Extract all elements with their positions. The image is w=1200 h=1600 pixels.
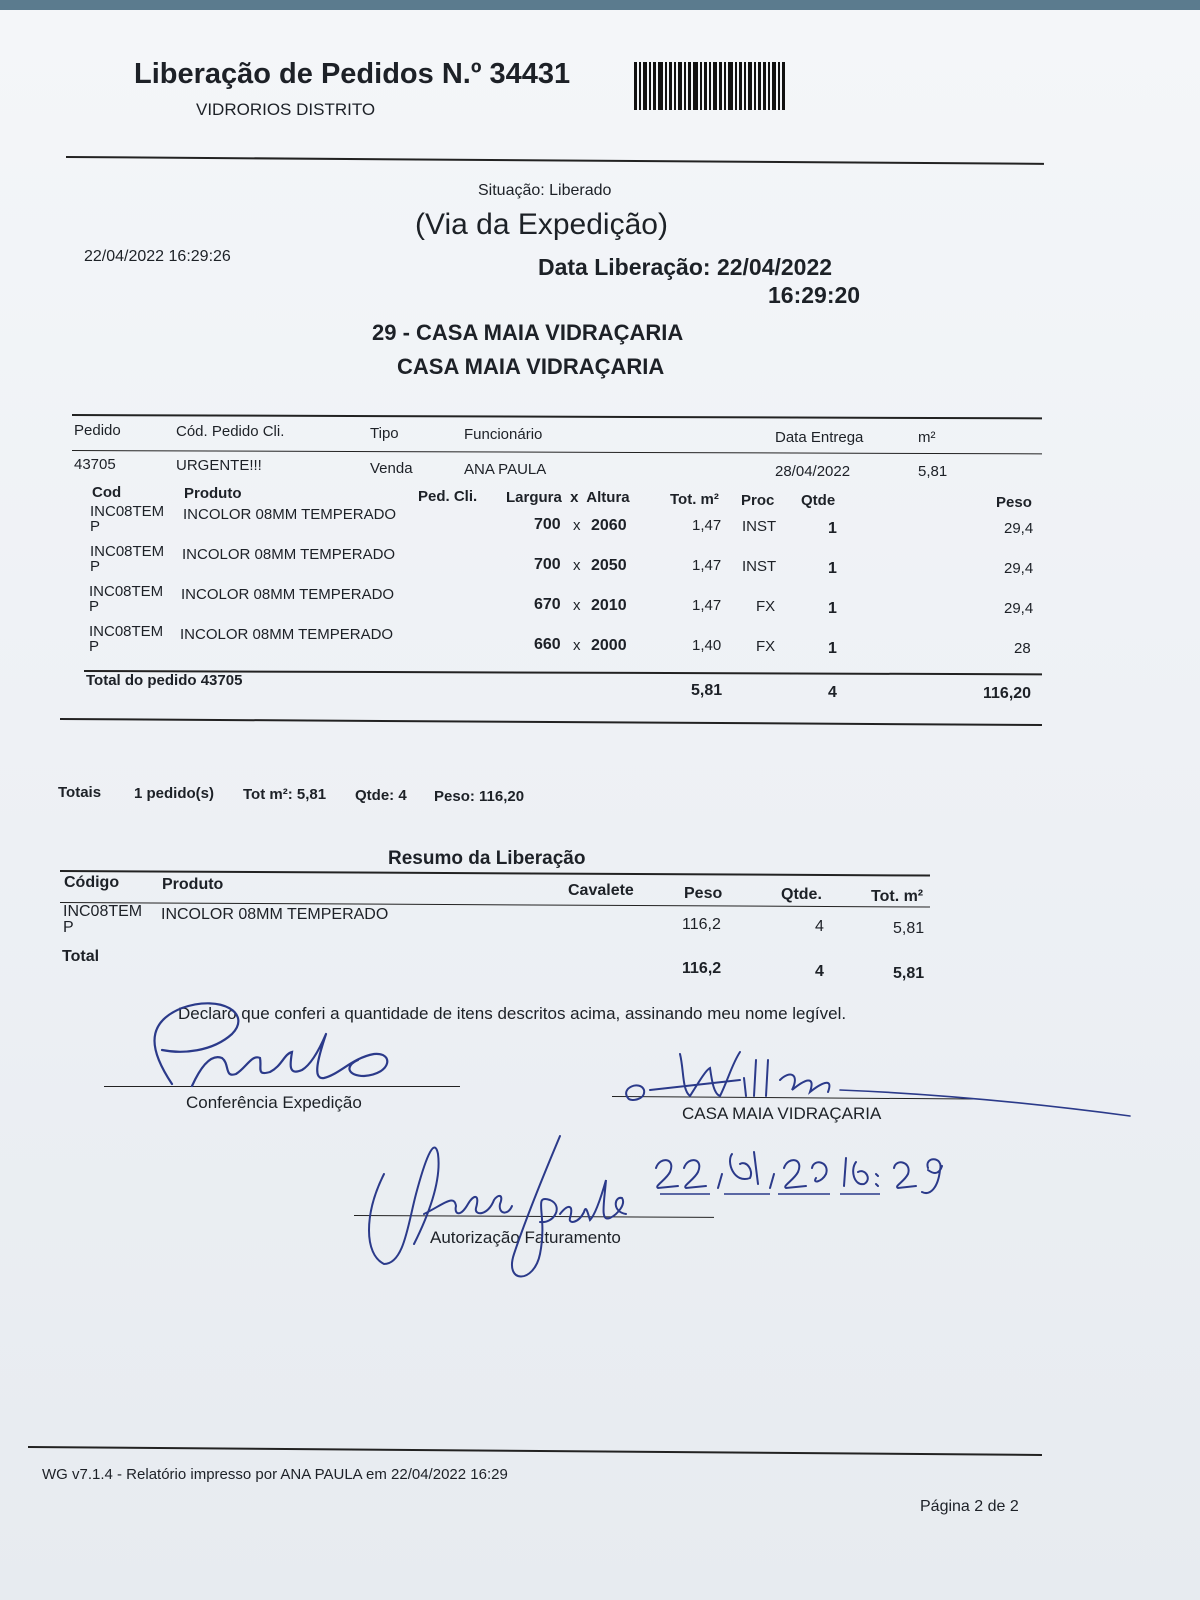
label-casa-maia: CASA MAIA VIDRAÇARIA <box>682 1104 882 1123</box>
resumo-title: Resumo da Liberação <box>388 848 586 869</box>
row-proc: FX <box>756 598 776 615</box>
row-x: x <box>573 597 581 614</box>
value-m2: 5,81 <box>918 463 948 480</box>
col-cod: Cod <box>92 484 122 501</box>
totais-peso: Peso: 116,20 <box>434 788 525 805</box>
row-produto: INCOLOR 08MM TEMPERADO <box>183 506 397 523</box>
row-altura: 2060 <box>591 517 627 534</box>
row-cod: INC08TEM P <box>90 503 165 535</box>
value-pedido: 43705 <box>74 456 116 473</box>
handwritten-date <box>650 1148 980 1208</box>
label-autorizacao-faturamento: Autorização Faturamento <box>430 1228 621 1247</box>
row-cod: INC08TEM P <box>90 543 165 575</box>
resumo-col-tot-m2: Tot. m² <box>871 888 924 905</box>
label-tipo: Tipo <box>370 425 399 442</box>
row-peso: 29,4 <box>1004 600 1034 617</box>
row-tot-m2: 1,47 <box>692 517 722 534</box>
row-tot-m2: 1,47 <box>692 557 722 574</box>
resumo-col-qtde: Qtde. <box>781 886 822 903</box>
row-peso: 28 <box>1014 640 1031 657</box>
label-conferencia-expedicao: Conferência Expedição <box>186 1093 362 1112</box>
row-proc: FX <box>756 638 776 655</box>
order-top-line <box>72 414 1042 419</box>
footer-divider <box>28 1446 1042 1456</box>
resumo-total-tot-m2: 5,81 <box>893 965 925 982</box>
data-liberacao: Data Liberação: 22/04/2022 <box>538 254 833 280</box>
resumo-col-cavalete: Cavalete <box>568 882 634 899</box>
row-produto: INCOLOR 08MM TEMPERADO <box>181 586 395 603</box>
order-total-m2: 5,81 <box>691 682 723 699</box>
row-peso: 29,4 <box>1004 520 1034 537</box>
row-x: x <box>573 637 581 654</box>
items-bottom-line <box>60 718 1042 726</box>
data-liberacao-time: 16:29:20 <box>768 282 861 308</box>
order-total-qtde: 4 <box>828 684 837 701</box>
col-ped-cli: Ped. Cli. <box>418 488 478 505</box>
signature-paulo <box>112 994 412 1104</box>
client-line-1: 29 - CASA MAIA VIDRAÇARIA <box>372 320 684 345</box>
label-funcionario: Funcionário <box>464 426 543 443</box>
resumo-col-produto: Produto <box>162 876 224 893</box>
row-qtde: 1 <box>828 640 837 657</box>
row-x: x <box>573 517 581 534</box>
row-qtde: 1 <box>828 560 837 577</box>
resumo-row-cod: INC08TEM P <box>63 903 143 936</box>
situacao-text: Situação: Liberado <box>478 182 612 199</box>
document-title: Liberação de Pedidos N.º 34431 <box>134 58 571 90</box>
row-peso: 29,4 <box>1004 560 1034 577</box>
row-produto: INCOLOR 08MM TEMPERADO <box>182 546 396 563</box>
row-largura: 670 <box>534 596 561 613</box>
barcode-icon <box>634 62 787 110</box>
footer-printed-by: WG v7.1.4 - Relatório impresso por ANA PAULA em 22/04/2022 16:29 <box>42 1466 508 1483</box>
row-largura: 700 <box>534 516 561 533</box>
order-total-peso: 116,20 <box>983 685 1032 702</box>
row-proc: INST <box>742 518 777 535</box>
row-proc: INST <box>742 558 777 575</box>
row-qtde: 1 <box>828 600 837 617</box>
header-divider <box>66 156 1044 165</box>
row-tot-m2: 1,40 <box>692 637 722 654</box>
col-qtde: Qtde <box>801 492 836 509</box>
signature-ana-paula <box>364 1134 664 1284</box>
label-data-entrega: Data Entrega <box>775 429 864 446</box>
value-funcionario: ANA PAULA <box>464 461 547 478</box>
resumo-col-codigo: Código <box>64 874 120 891</box>
row-produto: INCOLOR 08MM TEMPERADO <box>180 626 394 643</box>
resumo-total-label: Total <box>62 948 100 965</box>
order-header-line <box>72 450 1042 454</box>
resumo-total-qtde: 4 <box>815 963 824 980</box>
signature-william <box>620 1050 1140 1140</box>
document-page <box>0 10 1200 1600</box>
row-qtde: 1 <box>828 520 837 537</box>
row-altura: 2050 <box>591 557 627 574</box>
row-altura: 2000 <box>591 637 627 654</box>
row-altura: 2010 <box>591 597 627 614</box>
col-proc: Proc <box>741 492 775 509</box>
col-peso: Peso <box>996 494 1032 511</box>
resumo-row-qtde: 4 <box>815 918 824 935</box>
print-datetime: 22/04/2022 16:29:26 <box>84 248 231 265</box>
col-largura-altura: Largura x Altura <box>506 489 630 506</box>
row-largura: 700 <box>534 556 561 573</box>
order-total-label: Total do pedido 43705 <box>86 672 243 689</box>
totais-label: Totais <box>58 784 102 801</box>
via-title: (Via da Expedição) <box>415 208 668 241</box>
label-cod-pedido-cli: Cód. Pedido Cli. <box>176 423 285 440</box>
col-produto: Produto <box>184 485 242 502</box>
row-tot-m2: 1,47 <box>692 597 722 614</box>
row-cod: INC08TEM P <box>89 583 164 615</box>
label-m2: m² <box>918 429 936 446</box>
footer-page-number: Página 2 de 2 <box>920 1498 1019 1515</box>
resumo-col-peso: Peso <box>684 885 723 902</box>
resumo-row-tot-m2: 5,81 <box>893 920 925 937</box>
company-name: VIDRORIOS DISTRITO <box>196 100 376 119</box>
row-cod: INC08TEM P <box>89 623 164 655</box>
col-tot-m2: Tot. m² <box>670 491 719 508</box>
totais-tot-m2: Tot m²: 5,81 <box>243 786 327 803</box>
totais-pedidos: 1 pedido(s) <box>134 785 215 802</box>
resumo-row-produto: INCOLOR 08MM TEMPERADO <box>161 906 389 923</box>
resumo-total-peso: 116,2 <box>682 960 722 977</box>
label-pedido: Pedido <box>74 422 121 439</box>
row-x: x <box>573 557 581 574</box>
declaration-text: Declaro que conferi a quantidade de itens descritos acima, assinando meu nome legível. <box>178 1004 847 1023</box>
totais-qtde: Qtde: 4 <box>355 787 407 804</box>
resumo-row-peso: 116,2 <box>682 916 721 933</box>
value-tipo: Venda <box>370 460 413 477</box>
value-data-entrega: 28/04/2022 <box>775 463 851 480</box>
client-line-2: CASA MAIA VIDRAÇARIA <box>397 354 665 379</box>
value-cod-pedido-cli: URGENTE!!! <box>176 457 262 474</box>
row-largura: 660 <box>534 636 561 653</box>
